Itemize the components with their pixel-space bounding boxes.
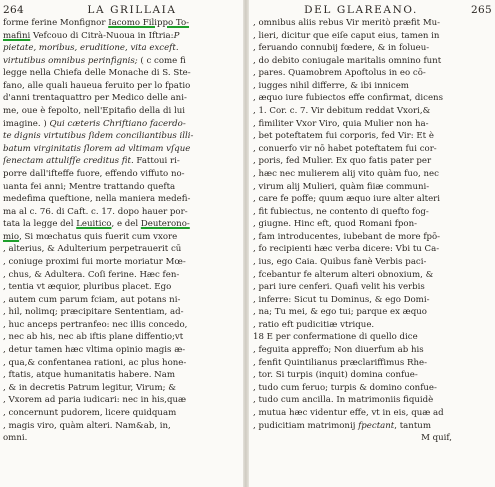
text-segment: P (173, 30, 180, 41)
text-segment: , giugne. Hinc eft, quod Romani fpon- (253, 219, 418, 230)
text-segment: , alterius, & Adulterium perpetrauerit cū (3, 244, 182, 255)
text-segment: , ius, ego Caia. Quibus fanè Verbis paci- (253, 256, 427, 267)
text-line (251, 55, 492, 68)
text-segment: , fimiliter Vxor Viro, quia Mulier non ha- (253, 118, 429, 129)
text-line (251, 155, 492, 168)
text-line (251, 281, 492, 294)
text-segment: , iugges nihil differre, & ibi innicem (253, 80, 409, 91)
text-segment: , huc anceps pertranfeo: nec illis concedo, (3, 319, 188, 330)
text-line (3, 357, 240, 370)
text-segment: , fam introducentes, iubebant de more fpō- (253, 231, 441, 242)
text-line (3, 181, 240, 194)
text-segment: , autem cum parum fciam, aut potans ni- (3, 294, 181, 305)
left-text-body (3, 17, 240, 445)
text-segment: , magis viro, quàm alteri. Nam&ab, in, (3, 420, 171, 431)
right-text-body (251, 17, 492, 432)
text-segment: , care fe poffe; quum æquo iure alter alteri (253, 194, 441, 205)
text-line (251, 294, 492, 307)
text-line (251, 243, 492, 256)
text-line (3, 269, 240, 282)
text-line (251, 420, 492, 433)
text-segment: ( c come fi (137, 55, 186, 66)
highlighted-text: Leuitico (76, 219, 112, 230)
text-segment: , Si mœchatus quis fuerit cum vxore (19, 231, 178, 242)
text-segment: , & in decretis Patrum legitur, Virum; & (3, 382, 176, 393)
text-segment: , fo recipienti hæc verba dicere: Vbi tu Ca- (253, 244, 440, 255)
text-segment: fpectant (358, 420, 395, 431)
text-line (251, 30, 492, 43)
text-line (3, 294, 240, 307)
text-line (251, 80, 492, 93)
text-line (251, 42, 492, 55)
text-segment: Fattoui ri- (133, 156, 180, 167)
text-segment: , coniuge proximi fui morte moriatur Mœ- (3, 256, 186, 267)
highlighted-text: Iacomo Filippo To- (108, 18, 190, 28)
text-segment: , mutua hæc videntur effe, vt in eis, quæ ad (253, 407, 444, 418)
text-segment: , tor. Si turpis (inquit) domina confue- (253, 370, 418, 381)
text-line (3, 243, 240, 256)
text-segment: , inferre: Sicut tu Dominus, & ego Domi- (253, 294, 430, 305)
text-segment: , virum alij Mulieri, quàm fiiæ communi- (253, 181, 430, 192)
text-segment: , feruando connubij fœdere, & in folueu- (253, 43, 430, 54)
text-segment: virtutibus omnibus perinfignis; (3, 55, 138, 66)
text-segment: , tentia vt æquior, pluribus placet. Ego (3, 282, 172, 293)
left-page (0, 0, 243, 487)
text-segment: , e del (111, 219, 141, 230)
text-line (251, 319, 492, 332)
text-segment: , nec ab his, nec ab iftis plane diffentio;vt (3, 332, 184, 343)
text-line (251, 344, 492, 357)
right-running-head (251, 4, 492, 17)
text-line (3, 382, 240, 395)
text-line (3, 218, 240, 231)
text-line (3, 118, 240, 131)
text-segment: omni. (3, 433, 28, 444)
text-segment: forme ferine Monfignor (3, 18, 109, 28)
text-segment: medefima queftione, nella maniera medefi- (3, 194, 191, 205)
text-line (3, 168, 240, 181)
text-segment: tata la legge del (3, 219, 77, 230)
text-line (3, 67, 240, 80)
text-line (3, 394, 240, 407)
text-segment: , omnibus aliis rebus Vir meritò præfit Mu- (253, 18, 441, 28)
text-line (251, 17, 492, 30)
text-line (3, 80, 240, 93)
text-line (251, 231, 492, 244)
text-line (251, 168, 492, 181)
text-segment: , tantum (394, 420, 431, 431)
text-segment: , lieri, dicitur que eiſe caput eius, tamen in (253, 30, 440, 41)
text-segment: uanta fei anni; Mentre trattando quefta (3, 181, 176, 192)
right-page (249, 0, 495, 487)
text-segment: pietate, moribus, eruditione, vita exceft. (3, 43, 179, 54)
text-segment: , Vxorem ad paria iudicari: nec in his,quæ (3, 395, 187, 406)
text-segment: porre dall'ifteffe fuore, effendo viffuto no- (3, 168, 185, 179)
right-page-number: 265 (471, 4, 492, 16)
text-line (3, 92, 240, 105)
text-segment: batum virginitatis ſlorem ad vltimam vſque (3, 143, 191, 154)
text-line (3, 306, 240, 319)
text-line (3, 130, 240, 143)
text-segment: legge nella Chiefa delle Monache di S. Ste- (3, 68, 191, 79)
text-segment: imagine. ) (3, 118, 50, 129)
text-segment: , tudo cum ancilla. In matrimoniis fiquidè (253, 395, 434, 406)
text-segment: , ratio eft pudicitiæ vtrique. (253, 319, 375, 330)
text-line (251, 394, 492, 407)
left-header-title: LA GRILLAIA (87, 4, 177, 16)
text-line (251, 357, 492, 370)
text-segment: , concernunt pudorem, licere quidquam (3, 407, 177, 418)
text-line (3, 206, 240, 219)
text-line (3, 344, 240, 357)
left-running-head (3, 4, 240, 17)
text-segment: , bet poteftatem fui corporis, fed Vir: Et è (253, 131, 434, 142)
text-line (251, 130, 492, 143)
highlighted-text: Deuterono- (140, 219, 190, 230)
text-line (3, 420, 240, 433)
text-line (251, 206, 492, 219)
text-line (3, 231, 240, 244)
text-segment: , poris, fed Mulier. Ex quo fatis pater per (253, 156, 432, 167)
text-line (3, 155, 240, 168)
text-line (3, 331, 240, 344)
text-segment: , pari iure cenferi. Quafi velit his verbis (253, 282, 425, 293)
highlighted-text: mio (3, 231, 20, 242)
text-line (3, 281, 240, 294)
text-segment: , hil, nolimq; præcipitare Sententiam, ad- (3, 307, 184, 318)
text-segment: , detur tamen hæc vltima opinio magis æ- (3, 345, 186, 356)
text-line (251, 269, 492, 282)
text-segment: , fenfit Quintilianus præclariffimus Rhe- (253, 357, 427, 368)
text-segment: , ftatis, atque humanitatis habere. Nam (3, 370, 175, 381)
text-line (3, 30, 240, 43)
text-segment: , fit fubiectus, ne contento di quefto fog- (253, 206, 429, 217)
text-segment: , æquo iure fubiectos effe confirmat, dicens (253, 93, 443, 104)
right-header-title: DEL GLAREANO. (304, 4, 418, 16)
text-segment: te dignis virtutibus ſidem conciliantibus illi- (3, 131, 194, 142)
text-segment: , do debito coniugale maritalis omnino funt (253, 55, 442, 66)
text-segment: Qui cæteris Chriftiano facerdo- (49, 118, 186, 129)
text-line (251, 256, 492, 269)
text-segment: , tudo cum feruo; turpis & domino confue- (253, 382, 437, 393)
text-line (3, 193, 240, 206)
text-line (251, 67, 492, 80)
text-segment: 18 E per confermatione di quello dice (253, 332, 418, 343)
catchword: M quif, (421, 433, 452, 444)
text-line (251, 118, 492, 131)
text-segment: , pares. Quamobrem Apoftolus in eo cō- (253, 68, 426, 79)
text-line (251, 407, 492, 420)
text-line (251, 105, 492, 118)
text-segment: me, oue è fepolto, nell'Epitafio della di lui (3, 106, 185, 117)
text-line (251, 331, 492, 344)
text-segment: , fcebantur fe alterum alteri obnoxium, & (253, 269, 434, 280)
text-line (251, 181, 492, 194)
text-segment: , conuerfo vir nō habet poteftatem fui cor- (253, 143, 437, 154)
text-segment: , chus, & Adultera. Coſi ferine. Hæc fen- (3, 269, 180, 280)
text-segment: Vefcouo di Citrà-Nuoua in Iftria: (30, 30, 174, 41)
text-line (251, 382, 492, 395)
text-line (3, 319, 240, 332)
text-segment: , 1. Cor. c. 7. Vir debitum reddat Vxori,& (253, 106, 431, 117)
text-line (3, 143, 240, 156)
text-segment: , feguita appreffo; Non diuerfum ab his (253, 345, 424, 356)
text-line (3, 17, 240, 30)
left-page-number: 264 (3, 4, 24, 16)
text-segment: , qua,& confentanea rationi, ac plus hone- (3, 357, 187, 368)
text-segment: d'anni trentaquattro per Medico delle ani- (3, 93, 187, 104)
text-line (3, 42, 240, 55)
highlighted-text: mafini (3, 30, 31, 41)
text-line (251, 306, 492, 319)
text-line (3, 105, 240, 118)
text-line (251, 193, 492, 206)
text-segment: ſenectam attulifſe creditus fit. (3, 156, 134, 167)
text-line (251, 218, 492, 231)
text-line (251, 369, 492, 382)
text-line (3, 407, 240, 420)
text-line (3, 369, 240, 382)
text-line (3, 256, 240, 269)
text-segment: , na; Tu mei, & ego tui; parque ex æquo (253, 307, 427, 318)
text-segment: ma al c. 76. di Caft. c. 17. dopo hauer por- (3, 206, 188, 217)
text-segment: , pudicitiam matrimonij (253, 420, 359, 431)
text-line (251, 92, 492, 105)
text-line (251, 143, 492, 156)
text-line (3, 432, 240, 445)
text-line (3, 55, 240, 68)
text-segment: , hæc nec mulierem alij vito quàm fuo, nec (253, 168, 439, 179)
text-segment: fano, alle quali haueua feruito per lo fpatio (3, 80, 191, 91)
